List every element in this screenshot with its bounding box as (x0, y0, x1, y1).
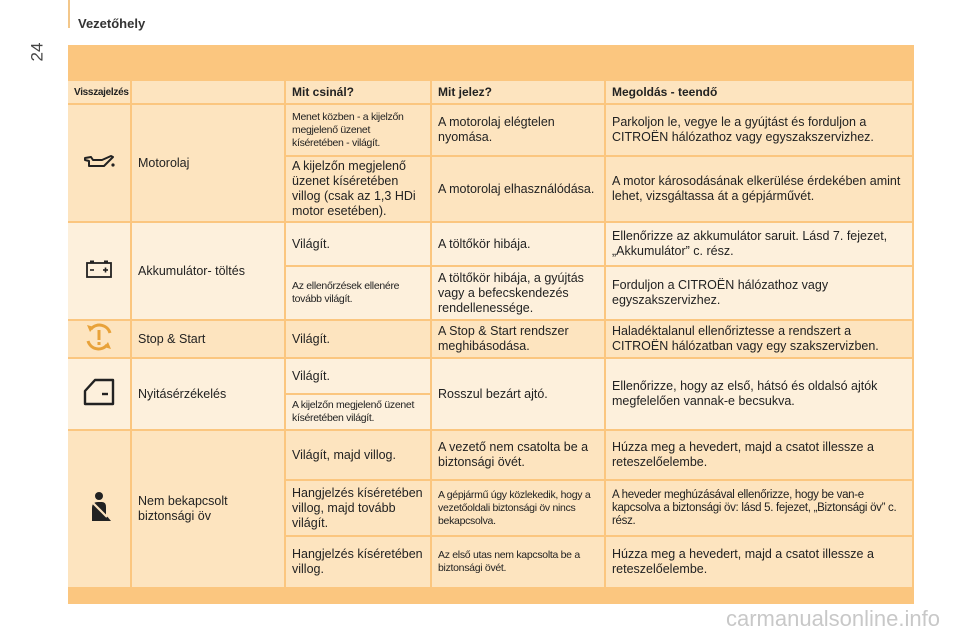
cell-signals: A gépjármű úgy közlekedik, hogy a vezetőoldali biztonsági öv nincs bekapcsolva. (432, 481, 606, 537)
table-row (68, 431, 914, 481)
cell-signals: Az első utas nem kapcsolta be a biztonsági övét. (432, 537, 606, 589)
seatbelt-indicator-cell (68, 431, 132, 589)
table-row (68, 223, 914, 267)
oil-can-icon (82, 151, 116, 171)
cell-does: Világít, majd villog. (286, 431, 432, 481)
table-row (68, 105, 914, 157)
cell-solution: Húzza meg a hevedert, majd a csatot illessze a reteszelőelembe. (606, 537, 914, 589)
cell-signals: A Stop & Start rendszer meghibásodása. (432, 321, 606, 359)
cell-solution: Haladéktalanul ellenőriztesse a rendszert a CITROËN hálózatban vagy egy szakszervizben. (606, 321, 914, 359)
cell-signals: Rosszul bezárt ajtó. (432, 359, 606, 431)
cell-does: Hangjelzés kíséretében villog. (286, 537, 432, 589)
cell-signals: A töltőkör hibája, a gyújtás vagy a befecskendezés rendellenessége. (432, 267, 606, 321)
warning-lights-table-panel (68, 45, 914, 604)
stop-start-warning-icon (83, 321, 115, 353)
table-header-row (68, 81, 914, 105)
cell-solution: Húzza meg a hevedert, majd a csatot illessze a reteszelőelembe. (606, 431, 914, 481)
cell-solution: A motor károsodásának elkerülése érdekében amint lehet, vizsgáltassa át a gépjárművét. (606, 157, 914, 223)
page-number: 24 (27, 42, 47, 62)
open-door-icon (82, 377, 116, 407)
indicator-name: Akkumulátor- töltés (132, 223, 286, 321)
cell-solution: Ellenőrizze, hogy az első, hátsó és oldalsó ajtók megfelelően vannak-e becsukva. (606, 359, 914, 431)
oil-indicator-cell (68, 105, 132, 223)
cell-solution: Ellenőrizze az akkumulátor saruit. Lásd 7. fejezet, „Akkumulátor” c. rész. (606, 223, 914, 267)
indicator-name: Nyitásérzékelés (132, 359, 286, 431)
cell-does: Az ellenőrzések ellenére tovább világít. (286, 267, 432, 321)
cell-does: A kijelzőn megjelenő üzenet kíséretében villog (csak az 1,3 HDi motor esetében). (286, 157, 432, 223)
cell-signals: A töltőkör hibája. (432, 223, 606, 267)
header-what-signals: Mit jelez? (432, 81, 606, 105)
header-what-does: Mit csinál? (286, 81, 432, 105)
cell-solution: Parkoljon le, vegye le a gyújtást és forduljon a CITROËN hálózathoz vagy egyszakszervizhez. (606, 105, 914, 157)
cell-solution: Forduljon a CITROËN hálózathoz vagy egyszakszervizhez. (606, 267, 914, 321)
warning-lights-table (68, 81, 914, 589)
cell-does: Világít. (286, 359, 432, 395)
battery-indicator-cell (68, 223, 132, 321)
page-title: Vezetőhely (78, 16, 146, 31)
cell-signals: A motorolaj elhasználódása. (432, 157, 606, 223)
door-indicator-cell (68, 359, 132, 431)
side-accent-bar (68, 0, 70, 28)
battery-icon (85, 259, 113, 279)
indicator-name: Nem bekapcsolt biztonsági öv (132, 431, 286, 589)
cell-signals: A vezető nem csatolta be a biztonsági övét. (432, 431, 606, 481)
cell-does: Világít. (286, 321, 432, 359)
stop-start-indicator-cell (68, 321, 132, 359)
header-indicator: Visszajelzés (68, 81, 132, 105)
cell-solution: A heveder meghúzásával ellenőrizze, hogy be van-e kapcsolva a biztonsági öv: lásd 5. fejezet, „Biztonsági öv” c. rész. (606, 481, 914, 537)
cell-signals: A motorolaj elégtelen nyomása. (432, 105, 606, 157)
table-row (68, 359, 914, 395)
seatbelt-icon (84, 490, 114, 524)
header-name (132, 81, 286, 105)
indicator-name: Motorolaj (132, 105, 286, 223)
watermark-text: carmanualsonline.info (725, 606, 940, 631)
cell-does: Hangjelzés kíséretében villog, majd tovább világít. (286, 481, 432, 537)
cell-does: Világít. (286, 223, 432, 267)
indicator-name: Stop & Start (132, 321, 286, 359)
header-solution: Megoldás - teendő (606, 81, 914, 105)
cell-does: A kijelzőn megjelenő üzenet kíséretében világít. (286, 395, 432, 431)
table-row (68, 321, 914, 359)
cell-does: Menet közben - a kijelzőn megjelenő üzenet kíséretében - világít. (286, 105, 432, 157)
